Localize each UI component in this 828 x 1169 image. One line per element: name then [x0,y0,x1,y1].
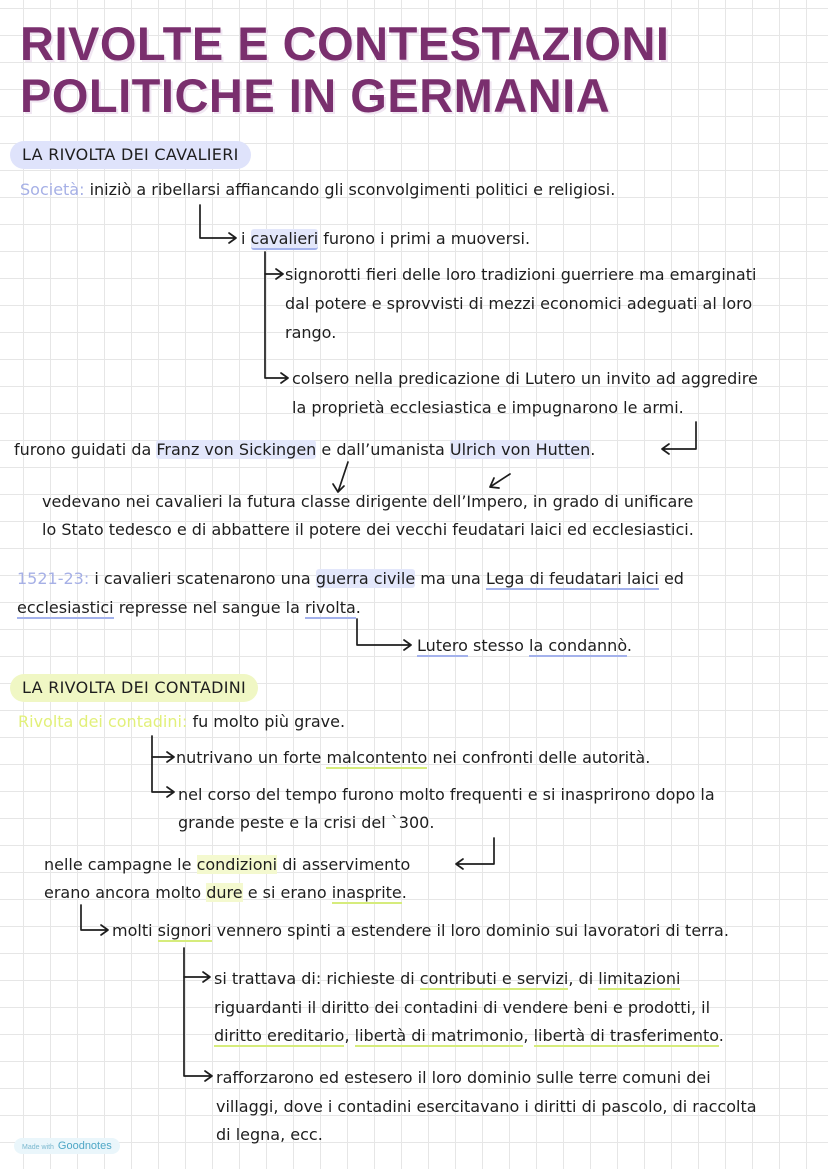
cavalieri-line [241,225,530,253]
year-line-2-d: . [355,598,361,617]
rafforzarono-line-3: di legna, ecc. [216,1125,323,1144]
title-line-1: RIVOLTE E CONTESTAZIONI [20,17,670,70]
year-line-2-b: represse nel sangue la [118,598,300,617]
nutrivano-a: nutrivano un forte [176,748,322,767]
condanno-term: la condannò [529,636,627,655]
lutero-line [417,632,632,660]
diritto-ereditario-term: diritto ereditario [214,1026,345,1045]
campagne-1c: di asservimento [282,855,411,874]
rivolta-contadini-label: Rivolta dei contadini: [18,712,188,731]
campagne-1a: nelle campagne le [44,855,192,874]
year-line-1-c: ma una [420,569,481,588]
sitrattava-3f: . [718,1026,724,1045]
rivolta-contadini-line [18,708,345,736]
nutrivano-c: nei confronti delle autorità. [432,748,651,767]
sitrattava-line-3 [214,1022,724,1050]
arrow-to-campagne [456,838,494,869]
guidati-c: e dall’umanista [321,440,445,459]
year-line-1-a: i cavalieri scatenarono una [94,569,311,588]
year-line-1-e: ed [663,569,684,588]
cavalieri-prefix: i [241,229,246,248]
arrow-contadini-to-nutrivano [152,736,174,762]
societa-text: iniziò a ribellarsi affiancando gli sconvolgimenti politici e religiosi. [89,180,616,199]
year-line-2 [17,594,361,622]
colsero-line-1: colsero nella predicazione di Lutero un invito ad aggredire [292,369,758,388]
arrow-to-vedevano-2 [490,474,510,488]
cavalieri-term: cavalieri [250,229,319,248]
rivolta-term: rivolta [304,598,356,617]
sitrattava-3b: , [344,1026,350,1045]
vedevano-line-1: vedevano nei cavalieri la futura classe dirigente dell’Impero, in grado di unificare [42,492,694,511]
ecclesiastici: ecclesiastici [17,598,114,617]
rafforzarono-line-1: rafforzarono ed estesero il loro dominio sulle terre comuni dei [216,1068,711,1087]
campagne-line-2 [44,879,407,907]
guidati-line [14,436,595,464]
lutero-stesso: stesso [473,636,524,655]
campagne-2a: erano ancora molto [44,883,202,902]
guidati-franz: Franz von Sickingen [156,440,317,459]
nelcorso-line-2: grande peste e la crisi del `300. [178,813,435,832]
section-heading-cavalieri: LA RIVOLTA DEI CAVALIERI [10,141,251,169]
limitazioni-term: limitazioni [598,969,681,988]
nutrivano-line [176,744,650,772]
arrow-contadini-to-nelcorso [152,757,174,797]
nelcorso-line-1: nel corso del tempo furono molto frequenti e si inasprirono dopo la [178,785,715,804]
signorotti-line-3: rango. [285,323,337,342]
title-line-2: POLITICHE IN GERMANIA [20,69,611,122]
liberta-matrimonio-term: libertà di matrimonio [354,1026,524,1045]
signori-term: signori [157,921,212,940]
arrow-campagne-to-molti [81,905,108,935]
sitrattava-3d: , [523,1026,529,1045]
campagne-line-1 [44,851,410,879]
arrow-molti-to-sitrattava [184,948,210,982]
dure-term: dure [206,883,243,902]
condizioni-term: condizioni [196,855,278,874]
societa-label: Società: [20,180,85,199]
year-line-1 [17,565,684,593]
guerra-civile: guerra civile [315,569,416,588]
sitrattava-line-1 [214,965,680,993]
made-with-text: Made with [22,1144,54,1151]
goodnotes-brand: Goodnotes [57,1140,112,1152]
arrow-to-guidati [662,422,696,454]
guidati-e: . [590,440,596,459]
arrow-societa-to-cavalieri [200,205,236,243]
sitrattava-1a: si trattava di: richieste di [214,969,415,988]
campagne-2c: e si erano [247,883,327,902]
cavalieri-rest: furono i primi a muoversi. [323,229,531,248]
contributi-servizi-term: contributi e servizi [419,969,569,988]
lutero-dot: . [626,636,632,655]
campagne-2e: . [401,883,407,902]
molti-line [112,917,729,945]
liberta-trasferimento-term: libertà di trasferimento [533,1026,719,1045]
signorotti-line-1: signorotti fieri delle loro tradizioni guerriere ma emarginati [285,265,757,284]
molti-c: vennero spinti a estendere il loro dominio sui lavoratori di terra. [216,921,729,940]
arrow-cavalieri-to-signorotti [265,252,283,279]
colsero-line-2: la proprietà ecclesiastica e impugnarono le armi. [292,398,684,417]
rafforzarono-line-2: villaggi, dove i contadini esercitavano i diritti di pascolo, di raccolta [216,1097,757,1116]
guidati-a: furono guidati da [14,440,152,459]
sitrattava-line-2: riguardanti il diritto dei contadini di vendere beni e prodotti, il [214,998,711,1017]
arrow-molti-to-rafforzarono [184,977,212,1081]
arrow-rivolta-to-lutero [357,619,411,650]
molti-a: molti [112,921,153,940]
vedevano-line-2: lo Stato tedesco e di abbattere il potere dei vecchi feudatari laici ed ecclesiastici. [42,520,694,539]
signorotti-line-2: dal potere e sprovvisti di mezzi economici adeguati al loro [285,294,753,313]
inasprite-term: inasprite [331,883,402,902]
lega-feudatari: Lega di feudatari laici [485,569,659,588]
rivolta-contadini-text: fu molto più grave. [192,712,346,731]
sitrattava-1c: , di [568,969,594,988]
societa-line [20,176,615,204]
year-label: 1521-23: [17,569,90,588]
malcontento-term: malcontento [326,748,428,767]
lutero-term: Lutero [417,636,468,655]
goodnotes-badge [14,1138,120,1154]
section-heading-contadini: LA RIVOLTA DEI CONTADINI [10,674,258,702]
guidati-ulrich: Ulrich von Hutten [449,440,591,459]
